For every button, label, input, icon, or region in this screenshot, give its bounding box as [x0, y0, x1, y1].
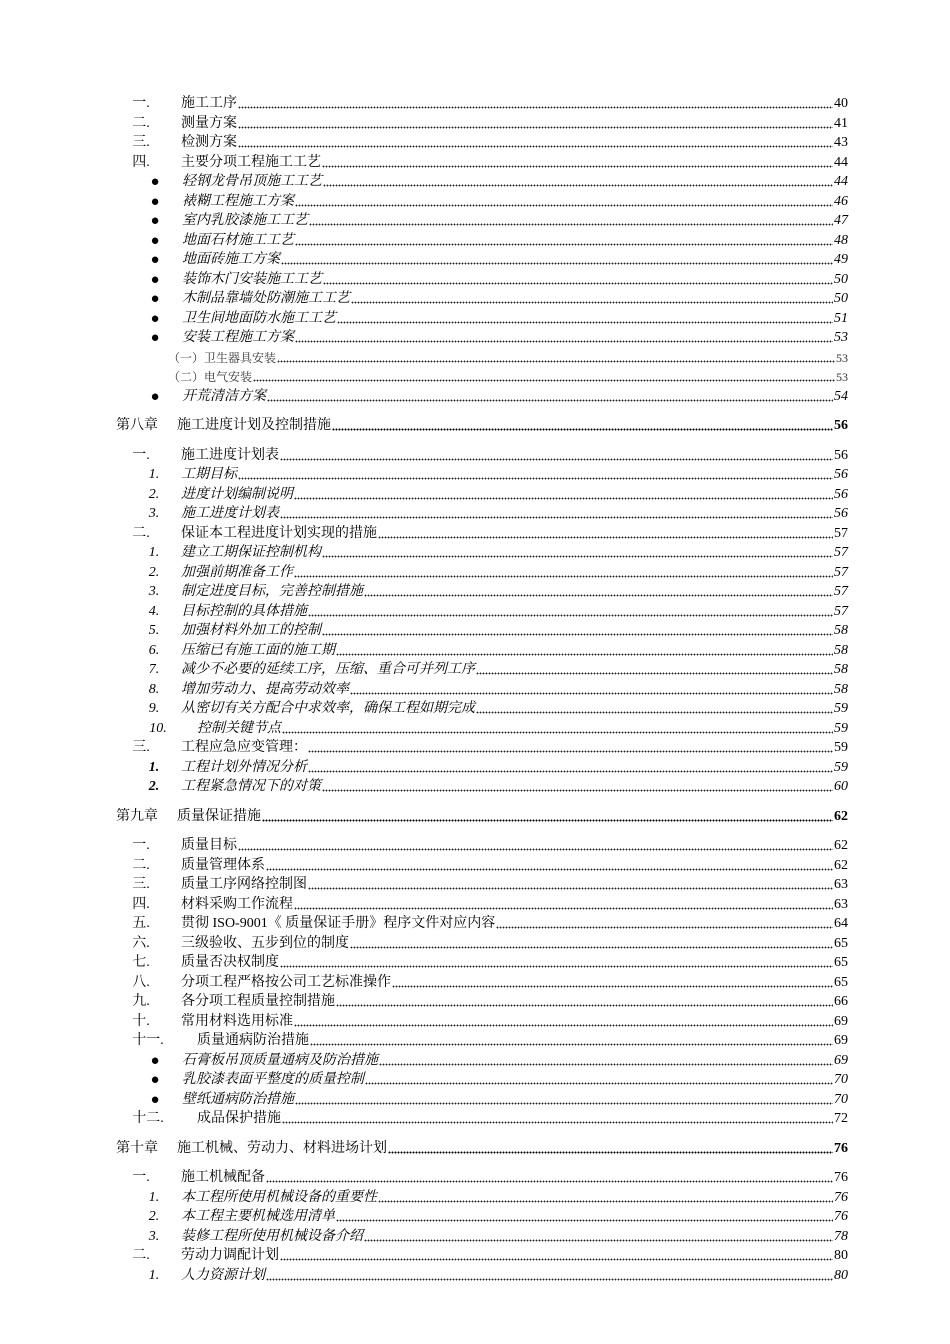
toc-entry-number: 四. [132, 896, 150, 912]
toc-entry-title: 成品保护措施 [197, 1111, 281, 1126]
toc-page-number: 58 [834, 642, 848, 658]
dot-leader [282, 722, 833, 734]
dot-leader [351, 292, 833, 304]
toc-entry-title: 加强前期准备工作 [181, 564, 293, 580]
toc-page-number: 51 [834, 310, 848, 326]
toc-entry-row[interactable] [0, 600, 848, 620]
toc-chapter-row[interactable] [0, 1137, 848, 1157]
toc-page-number: 59 [834, 720, 848, 736]
toc-entry-title: 施工进度计划表 [181, 447, 279, 463]
toc-entry-row[interactable] [0, 580, 848, 600]
toc-entry-title: 质量管理体系 [181, 857, 265, 873]
dot-leader [378, 527, 833, 539]
toc-page-number: 70 [834, 1091, 848, 1107]
toc-page-number: 53 [836, 350, 848, 365]
toc-entry-number: 5. [148, 623, 160, 638]
toc-page-number: 60 [834, 779, 848, 794]
dot-leader [295, 234, 833, 246]
toc-entry-title: 建立工期保证控制机构 [181, 545, 321, 560]
toc-entry-row[interactable] [0, 912, 848, 932]
toc-entry-number: 二. [132, 525, 150, 541]
toc-entry-number: 10. [149, 720, 167, 736]
toc-entry-row[interactable] [0, 92, 848, 112]
toc-entry-title: 分项工程严格按公司工艺标准操作 [181, 974, 391, 990]
toc-entry-title: 减少不必要的延续工序，压缩、重合可并列工序 [181, 662, 475, 677]
toc-entry-row[interactable] [0, 971, 848, 991]
toc-entry-number: 3. [148, 584, 160, 599]
dot-leader [476, 663, 833, 675]
dot-leader [266, 1171, 833, 1183]
toc-entry-number: 三. [132, 135, 150, 150]
dot-leader [280, 507, 833, 519]
toc-entry-number: ● [150, 310, 160, 327]
dot-leader [262, 810, 833, 822]
toc-entry-number: 3. [148, 1228, 160, 1244]
toc-entry-number: 九. [132, 994, 150, 1009]
toc-entry-row[interactable] [0, 1244, 848, 1264]
toc-entry-row[interactable] [0, 619, 848, 639]
dot-leader [238, 97, 833, 109]
toc-entry-row[interactable] [0, 893, 848, 913]
dot-leader [332, 419, 833, 431]
toc-entry-number: 3. [148, 506, 160, 521]
toc-page-number: 40 [834, 96, 848, 111]
toc-entry-title: 从密切有关方配合中求效率，确保工程如期完成 [181, 701, 475, 716]
toc-entry-number: ● [150, 291, 160, 307]
dot-leader [277, 351, 835, 363]
toc-entry-number: ● [150, 193, 160, 210]
toc-entry-number: 1. [148, 467, 160, 482]
toc-page-number: 50 [834, 291, 848, 306]
toc-entry-title: 轻钢龙骨吊顶施工工艺 [182, 174, 322, 189]
toc-entry-title: 贯彻 ISO-9001《 质量保证手册》程序文件对应内容 [181, 916, 496, 931]
toc-entry-row[interactable] [0, 190, 848, 210]
toc-entry-number: 第九章 [116, 808, 158, 824]
toc-page-number: 53 [836, 370, 848, 384]
dot-leader [337, 312, 833, 324]
toc-entry-number: 七. [132, 955, 150, 970]
toc-entry-title: 目标控制的具体措施 [181, 603, 307, 619]
toc-entry-title: 材料采购工作流程 [181, 896, 293, 912]
dot-leader [388, 1142, 833, 1154]
toc-page-number: 44 [834, 154, 848, 170]
toc-entry-title: 压缩已有施工面的施工期 [181, 642, 335, 658]
dot-leader [308, 761, 833, 773]
toc-page-number: 58 [834, 662, 848, 677]
toc-entry-title: 卫生间地面防水施工工艺 [182, 310, 336, 326]
dot-leader [295, 195, 833, 207]
toc-entry-title: 本工程主要机械选用清单 [181, 1209, 335, 1224]
dot-leader [294, 1015, 833, 1027]
dot-leader [294, 898, 833, 910]
toc-entry-row[interactable] [0, 1068, 848, 1088]
toc-entry-number: 2. [148, 564, 160, 580]
toc-entry-title: 各分项工程质量控制措施 [181, 994, 335, 1009]
dot-leader [323, 273, 833, 285]
toc-entry-number: 2. [148, 486, 160, 502]
toc-entry-row[interactable] [0, 1088, 848, 1108]
toc-entry-number: 二. [132, 857, 150, 873]
toc-entry-number: 1. [148, 759, 160, 775]
toc-entry-row[interactable] [0, 1166, 848, 1186]
toc-entry-row[interactable] [0, 1049, 848, 1069]
toc-entry-row[interactable] [0, 1029, 848, 1049]
dot-leader [476, 702, 833, 714]
dot-leader [350, 937, 833, 949]
toc-entry-title: 施工进度计划及控制措施 [177, 418, 331, 433]
toc-entry-number: 四. [132, 154, 150, 170]
toc-entry-number: 一. [132, 838, 150, 853]
toc-page-number: 63 [834, 877, 848, 892]
dot-leader [322, 546, 833, 558]
toc-page-number: 69 [834, 1052, 848, 1068]
toc-entry-number: ● [150, 232, 160, 249]
dot-leader [267, 390, 833, 402]
toc-page-number: 59 [834, 759, 848, 775]
toc-entry-row[interactable] [0, 151, 848, 171]
toc-entry-title: 人力资源计划 [181, 1267, 265, 1283]
toc-entry-number: ● [150, 1072, 160, 1088]
dot-leader [350, 683, 833, 695]
toc-entry-row[interactable] [0, 229, 848, 249]
dot-leader [309, 214, 833, 226]
toc-page-number: 44 [834, 174, 848, 189]
toc-page-number: 53 [834, 330, 848, 345]
toc-entry-title: 工期目标 [181, 467, 237, 482]
dot-leader [323, 175, 833, 187]
toc-page-number: 54 [834, 388, 848, 404]
toc-page-number: 70 [834, 1072, 848, 1087]
toc-entry-row[interactable] [0, 483, 848, 503]
toc-page-number: 69 [834, 1013, 848, 1029]
toc-entry-row[interactable] [0, 209, 848, 229]
toc-entry-row[interactable] [0, 248, 848, 268]
toc-page-number: 57 [834, 525, 848, 541]
toc-page-number: 43 [834, 135, 848, 150]
toc-chapter-row[interactable] [0, 805, 848, 825]
toc-page-number: 80 [834, 1248, 848, 1263]
toc-entry-row[interactable] [0, 990, 848, 1010]
dot-leader [392, 976, 833, 988]
toc-entry-number: 十. [132, 1013, 150, 1029]
toc-entry-number: ● [150, 213, 160, 229]
toc-entry-row[interactable] [0, 561, 848, 581]
toc-entry-title: 工程计划外情况分析 [181, 759, 307, 775]
dot-leader [238, 468, 833, 480]
toc-page-number: 56 [834, 467, 848, 482]
toc-page-number: 58 [834, 623, 848, 638]
toc-entry-row[interactable] [0, 346, 848, 366]
toc-page-number: 46 [834, 193, 848, 209]
dot-leader [253, 370, 835, 382]
toc-entry-row[interactable] [0, 1186, 848, 1206]
toc-entry-number: 1. [148, 545, 160, 560]
toc-entry-title: 质量工序网络控制图 [181, 877, 307, 892]
toc-entry-row[interactable] [0, 658, 848, 678]
toc-page-number: 56 [834, 486, 848, 502]
toc-page-number: 69 [834, 1033, 848, 1048]
toc-entry-title: 控制关键节点 [197, 720, 281, 736]
toc-page-number: 66 [834, 994, 848, 1009]
toc-page-number: 76 [834, 1140, 848, 1156]
toc-page-number: 57 [834, 603, 848, 619]
dot-leader [281, 253, 833, 265]
toc-entry-title: 主要分项工程施工工艺 [181, 154, 321, 170]
toc-entry-row[interactable] [0, 1107, 848, 1127]
dot-leader [336, 1210, 833, 1222]
toc-page-number: 62 [834, 857, 848, 873]
dot-leader [379, 1054, 833, 1066]
toc-page-number: 64 [834, 916, 848, 931]
toc-entry-number: 9. [148, 701, 160, 716]
toc-entry-number: 一. [132, 447, 150, 463]
toc-page-number: 62 [834, 838, 848, 853]
dot-leader [238, 136, 833, 148]
toc-entry-number: ● [150, 330, 160, 346]
dot-leader [310, 1034, 833, 1046]
toc-entry-title: （一）卫生器具安装 [168, 350, 277, 365]
dot-leader [294, 566, 833, 578]
toc-page-number: 76 [834, 1209, 848, 1224]
toc-entry-title: 工程应急应变管理： [181, 740, 307, 755]
toc-entry-row[interactable] [0, 502, 848, 522]
toc-entry-number: ● [150, 252, 160, 268]
toc-page-number: 50 [834, 271, 848, 287]
dot-leader [364, 585, 833, 597]
toc-entry-row[interactable] [0, 112, 848, 132]
toc-page-number: 78 [834, 1228, 848, 1244]
toc-entry-title: 质量通病防治措施 [197, 1033, 309, 1048]
toc-entry-title: 安装工程施工方案 [182, 330, 294, 345]
toc-page-number: 49 [834, 252, 848, 267]
toc-page-number: 47 [834, 213, 848, 228]
toc-entry-title: 壁纸通病防治措施 [182, 1091, 294, 1107]
toc-entry-row[interactable] [0, 307, 848, 327]
toc-entry-row[interactable] [0, 463, 848, 483]
toc-entry-title: 室内乳胶漆施工工艺 [182, 213, 308, 228]
toc-entry-row[interactable] [0, 639, 848, 659]
toc-entry-row[interactable] [0, 1225, 848, 1245]
toc-page-number: 80 [834, 1267, 848, 1283]
toc-page-number: 59 [834, 701, 848, 716]
dot-leader [280, 1249, 833, 1261]
toc-entry-row[interactable] [0, 736, 848, 756]
toc-page-number: 65 [834, 955, 848, 970]
dot-leader [266, 859, 833, 871]
toc-entry-number: ● [150, 1091, 160, 1108]
toc-entry-title: 制定进度目标，完善控制措施 [181, 584, 363, 599]
toc-entry-row[interactable] [0, 522, 848, 542]
toc-entry-number: 三. [132, 740, 150, 755]
toc-entry-row[interactable] [0, 541, 848, 561]
toc-entry-title: 测量方案 [181, 115, 237, 131]
toc-page-number: 56 [834, 506, 848, 521]
toc-entry-number: 二. [132, 115, 150, 131]
toc-entry-title: 劳动力调配计划 [181, 1248, 279, 1263]
toc-entry-number: ● [150, 388, 160, 405]
toc-page-number: 48 [834, 232, 848, 248]
toc-entry-row[interactable] [0, 287, 848, 307]
toc-chapter-row[interactable] [0, 414, 848, 434]
dot-leader [308, 605, 833, 617]
dot-leader [496, 917, 833, 929]
toc-entry-title: 木制品靠墙处防潮施工工艺 [182, 291, 350, 306]
toc-entry-row[interactable] [0, 1010, 848, 1030]
toc-page-number: 65 [834, 935, 848, 951]
toc-entry-row[interactable] [0, 678, 848, 698]
dot-leader [364, 1230, 833, 1242]
dot-leader [336, 995, 833, 1007]
toc-entry-number: 三. [132, 877, 150, 892]
dot-leader [280, 956, 833, 968]
toc-entry-row[interactable] [0, 854, 848, 874]
dot-leader [282, 1112, 833, 1124]
toc-page-number: 41 [834, 115, 848, 131]
toc-entry-number: 五. [132, 916, 150, 931]
toc-entry-row[interactable] [0, 131, 848, 151]
toc-entry-title: 质量保证措施 [177, 808, 261, 824]
dot-leader [378, 1191, 833, 1203]
toc-entry-title: 检测方案 [181, 135, 237, 150]
toc-entry-row[interactable] [0, 268, 848, 288]
toc-entry-title: 保证本工程进度计划实现的措施 [181, 525, 377, 541]
toc-page-number: 57 [834, 564, 848, 580]
toc-page-number: 58 [834, 681, 848, 697]
toc-entry-title: 本工程所使用机械设备的重要性 [181, 1189, 377, 1205]
toc-entry-title: 三级验收、五步到位的制度 [181, 935, 349, 951]
dot-leader [280, 449, 833, 461]
toc-entry-title: 质量否决权制度 [181, 955, 279, 970]
toc-entry-row[interactable] [0, 775, 848, 795]
dot-leader [322, 156, 833, 168]
toc-entry-row[interactable] [0, 697, 848, 717]
toc-entry-row[interactable] [0, 365, 848, 385]
toc-page-number: 63 [834, 896, 848, 912]
toc-entry-number: 6. [148, 642, 160, 658]
toc-entry-title: 施工机械、劳动力、材料进场计划 [177, 1140, 387, 1156]
toc-entry-number: 7. [148, 662, 160, 677]
toc-page-number: 56 [834, 418, 848, 433]
dot-leader [336, 644, 833, 656]
dot-leader [322, 780, 833, 792]
toc-entry-title: 乳胶漆表面平整度的质量控制 [182, 1072, 364, 1087]
toc-page-number: 57 [834, 584, 848, 599]
dot-leader [295, 1093, 833, 1105]
dot-leader [294, 488, 833, 500]
toc-entry-row[interactable] [0, 932, 848, 952]
toc-entry-title: 地面砖施工方案 [182, 252, 280, 267]
toc-entry-row[interactable] [0, 717, 848, 737]
dot-leader [295, 331, 833, 343]
toc-entry-title: 装饰木门安装施工工艺 [182, 271, 322, 287]
toc-entry-title: 施工进度计划表 [181, 506, 279, 521]
toc-entry-row[interactable] [0, 834, 848, 854]
toc-entry-number: 2. [148, 779, 160, 794]
toc-entry-row[interactable] [0, 1264, 848, 1284]
toc-entry-number: 1. [148, 1267, 160, 1283]
toc-entry-number: ● [150, 174, 160, 190]
dot-leader [238, 117, 833, 129]
toc-page-number: 76 [834, 1170, 848, 1185]
toc-page-number: 76 [834, 1189, 848, 1205]
toc-entry-row[interactable] [0, 385, 848, 405]
dot-leader [365, 1073, 833, 1085]
toc-page-number: 72 [834, 1111, 848, 1126]
toc-entry-number: 8. [148, 681, 160, 697]
toc-entry-number: 八. [132, 974, 150, 990]
toc-entry-title: 施工工序 [181, 96, 237, 111]
toc-entry-number: 一. [132, 1170, 150, 1185]
toc-page-number: 57 [834, 545, 848, 560]
toc-entry-number: 十二. [132, 1111, 164, 1126]
toc-entry-row[interactable] [0, 1205, 848, 1225]
toc-entry-number: 六. [132, 935, 150, 951]
toc-entry-number: 1. [148, 1189, 160, 1205]
toc-entry-title: （二）电气安装 [168, 370, 253, 384]
toc-entry-title: 裱糊工程施工方案 [182, 193, 294, 209]
dot-leader [266, 1269, 833, 1281]
toc-entry-title: 地面石材施工工艺 [182, 232, 294, 248]
toc-entry-row[interactable] [0, 170, 848, 190]
toc-page-number: 56 [834, 447, 848, 463]
toc-entry-number: 4. [148, 603, 160, 619]
toc-entry-number: 第八章 [116, 418, 158, 433]
toc-entry-row[interactable] [0, 951, 848, 971]
toc-entry-title: 加强材料外加工的控制 [181, 623, 321, 638]
toc-entry-title: 施工机械配备 [181, 1170, 265, 1185]
toc-entry-row[interactable] [0, 326, 848, 346]
toc-entry-title: 进度计划编制说明 [181, 486, 293, 502]
toc-entry-number: 2. [148, 1209, 160, 1224]
toc-entry-number: ● [150, 271, 160, 288]
toc-entry-row[interactable] [0, 873, 848, 893]
dot-leader [322, 624, 833, 636]
dot-leader [308, 878, 833, 890]
toc-entry-title: 石膏板吊顶质量通病及防治措施 [182, 1052, 378, 1068]
dot-leader [238, 839, 833, 851]
toc-page-number: 65 [834, 974, 848, 990]
toc-entry-row[interactable] [0, 756, 848, 776]
toc-entry-number: 一. [132, 96, 150, 111]
toc-entry-number: 二. [132, 1248, 150, 1263]
toc-entry-number: 十一. [132, 1033, 164, 1048]
toc-entry-title: 装修工程所使用机械设备介绍 [181, 1228, 363, 1244]
toc-entry-title: 质量目标 [181, 838, 237, 853]
toc-page-number: 59 [834, 740, 848, 755]
toc-entry-title: 工程紧急情况下的对策 [181, 779, 321, 794]
toc-page-number: 62 [834, 808, 848, 824]
toc-entry-row[interactable] [0, 444, 848, 464]
toc-entry-number: ● [150, 1052, 160, 1069]
toc-entry-number: 第十章 [116, 1140, 158, 1156]
toc-entry-title: 开荒清洁方案 [182, 388, 266, 404]
toc-entry-title: 增加劳动力、提高劳动效率 [181, 681, 349, 697]
toc-entry-title: 常用材料选用标准 [181, 1013, 293, 1029]
dot-leader [308, 741, 833, 753]
